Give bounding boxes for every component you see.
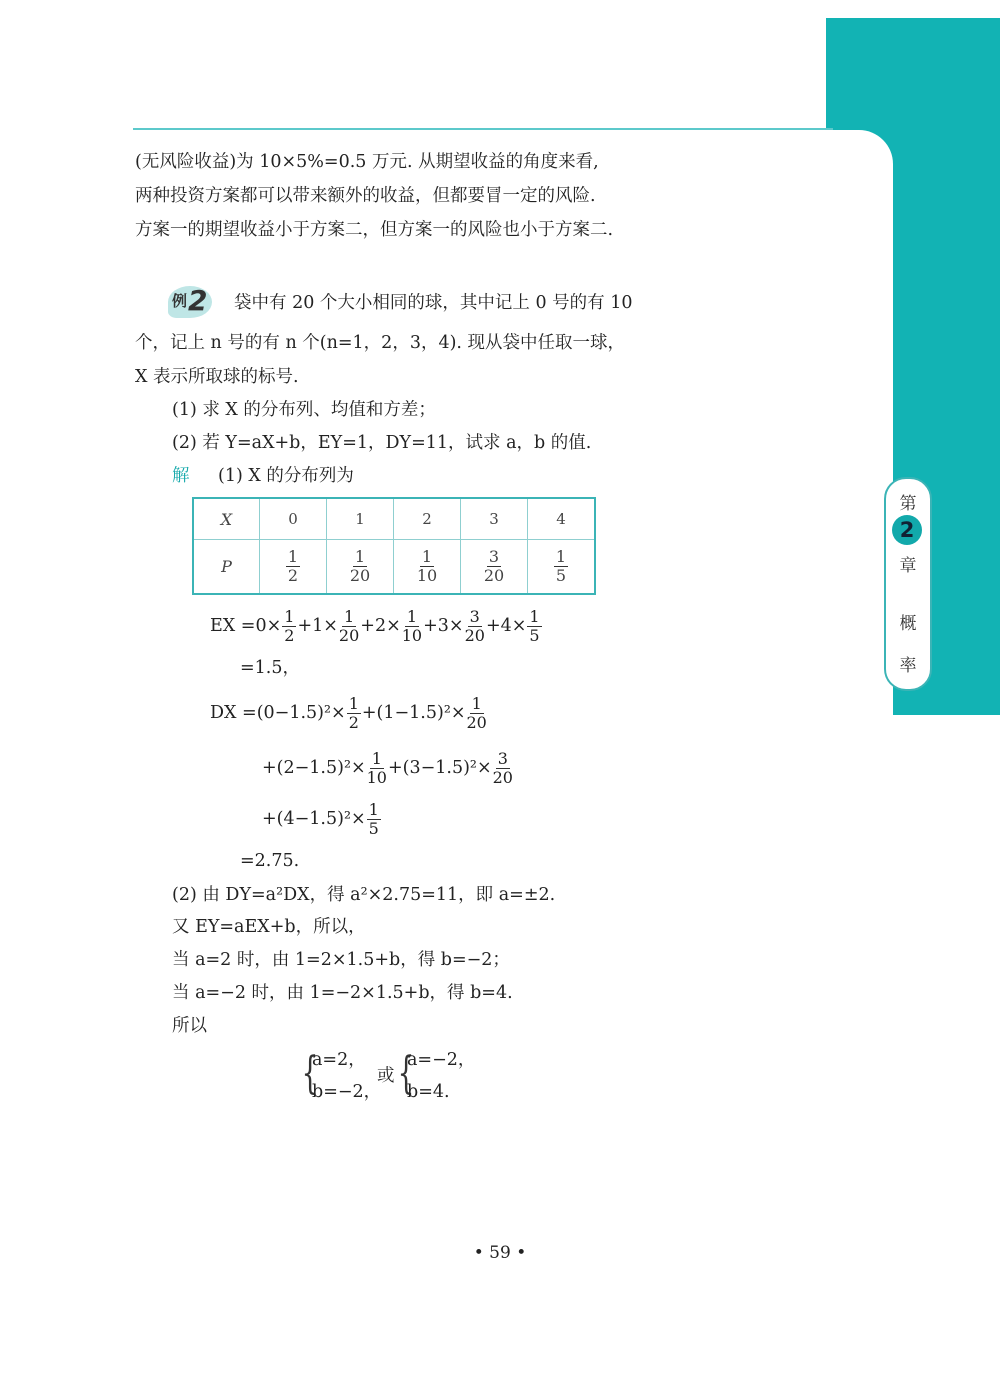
- row-header-x: X: [193, 498, 260, 540]
- chapter-title-char: 率: [899, 656, 917, 676]
- or-word: 或: [377, 1066, 395, 1086]
- chapter-title-char: 概: [899, 614, 917, 634]
- denominator: 20: [492, 768, 513, 787]
- formula-text: =1.5，: [240, 658, 300, 678]
- denominator: 20: [483, 566, 505, 585]
- question-1: (1) 求 X 的分布列、均值和方差；: [172, 400, 436, 420]
- part2-line: 当 a=−2 时，由 1=−2×1.5+b，得 b=4.: [172, 983, 513, 1003]
- formula-text: DX =(0−1.5)²×: [210, 703, 346, 723]
- fraction: [402, 608, 422, 645]
- part2-line: 所以: [172, 1016, 207, 1036]
- denominator: 2: [284, 626, 295, 645]
- denominator: 20: [466, 713, 487, 732]
- x-value: 0: [260, 498, 327, 540]
- table-row-p: [193, 540, 595, 595]
- part2-line: 当 a=2 时，由 1=2×1.5+b，得 b=−2；: [172, 950, 510, 970]
- formula-text: +3×: [423, 616, 464, 636]
- formula-dx-result: [240, 850, 299, 872]
- fraction: [367, 750, 387, 787]
- denominator: 20: [464, 626, 485, 645]
- chapter-prefix: 第: [899, 494, 917, 514]
- formula-text: +4×: [485, 616, 527, 636]
- table-row-x: [193, 498, 595, 540]
- p-value: [327, 540, 394, 595]
- intro-line: 两种投资方案都可以带来额外的收益，但都要冒一定的风险.: [135, 186, 596, 206]
- numerator: 1: [284, 607, 295, 626]
- formula-text: +(3−1.5)²×: [387, 758, 492, 778]
- formula-text: +1×: [297, 616, 338, 636]
- example-badge: [168, 286, 216, 320]
- intro-line: 方案一的期望收益小于方案二，但方案一的风险也小于方案二.: [135, 220, 614, 240]
- system1-eq: b=−2，: [312, 1082, 382, 1102]
- formula-text: =2.75.: [240, 851, 300, 871]
- p-value: [528, 540, 596, 595]
- formula-text: +(2−1.5)²×: [262, 758, 366, 778]
- fraction: [350, 548, 370, 585]
- numerator: 1: [368, 800, 379, 819]
- formula-ex: [210, 604, 543, 648]
- formula-text: EX =0×: [210, 616, 282, 636]
- p-value: [260, 540, 327, 595]
- fraction: [467, 695, 487, 732]
- fraction: [493, 750, 513, 787]
- p-value: [394, 540, 461, 595]
- solution-intro: (1) X 的分布列为: [218, 466, 354, 486]
- numerator: 1: [371, 749, 382, 768]
- fraction: [554, 548, 568, 585]
- denominator: 20: [349, 566, 371, 585]
- example-text: 个，记上 n 号的有 n 个(n=1，2，3，4). 现从袋中任取一球，: [135, 333, 626, 353]
- example-badge-number: 2: [188, 284, 208, 317]
- fraction: [339, 608, 359, 645]
- fraction: [347, 695, 361, 732]
- denominator: 10: [416, 566, 438, 585]
- page-number: • 59 •: [473, 1243, 527, 1263]
- solution-label: 解: [172, 466, 190, 486]
- fraction: [484, 548, 504, 585]
- example-text: 袋中有 20 个大小相同的球，其中记上 0 号的有 10: [234, 293, 633, 313]
- part2-line: (2) 由 DY=a²DX，得 a²×2.75=11，即 a=±2.: [172, 885, 556, 905]
- system2-eq: a=−2，: [407, 1050, 476, 1070]
- example-text: X 表示所取球的标号.: [135, 367, 299, 387]
- numerator: 1: [348, 694, 359, 713]
- formula-text: +2×: [360, 616, 401, 636]
- numerator: 1: [406, 607, 418, 626]
- numerator: 1: [421, 547, 433, 566]
- numerator: 1: [529, 607, 540, 626]
- formula-text: +(1−1.5)²×: [361, 703, 466, 723]
- numerator: 1: [287, 547, 299, 566]
- denominator: 2: [287, 566, 299, 585]
- numerator: 3: [488, 547, 500, 566]
- example-badge-label: 例: [172, 292, 188, 310]
- row-header-p: P: [193, 540, 260, 595]
- chapter-tab: [884, 477, 932, 691]
- fraction: [417, 548, 437, 585]
- numerator: 3: [469, 607, 480, 626]
- numerator: 1: [471, 694, 482, 713]
- question-2: (2) 若 Y=aX+b，EY=1，DY=11，试求 a，b 的值.: [172, 433, 592, 453]
- denominator: 20: [338, 626, 360, 645]
- numerator: 1: [354, 547, 366, 566]
- numerator: 3: [497, 749, 508, 768]
- formula-ex-result: [240, 657, 300, 679]
- fraction: [367, 801, 381, 838]
- denominator: 2: [348, 713, 359, 732]
- fraction: [527, 608, 541, 645]
- numerator: 1: [344, 607, 355, 626]
- fraction: [286, 548, 300, 585]
- part2-line: 又 EY=aEX+b，所以，: [172, 917, 366, 937]
- distribution-table: [192, 497, 596, 595]
- left-brace: {: [397, 1048, 415, 1099]
- formula-text: +(4−1.5)²×: [262, 809, 366, 829]
- chapter-suffix: 章: [899, 556, 917, 576]
- formula-dx-cont: [262, 746, 514, 790]
- intro-line: (无风险收益)为 10×5%=0.5 万元. 从期望收益的角度来看,: [135, 152, 599, 172]
- system1-eq: a=2，: [312, 1050, 366, 1070]
- formula-dx: [210, 691, 488, 735]
- denominator: 10: [366, 768, 387, 787]
- denominator: 5: [529, 626, 540, 645]
- x-value: 2: [394, 498, 461, 540]
- system2-eq: b=4.: [407, 1082, 450, 1102]
- x-value: 4: [528, 498, 596, 540]
- denominator: 5: [368, 819, 379, 838]
- denominator: 5: [555, 566, 567, 585]
- x-value: 3: [461, 498, 528, 540]
- formula-dx-cont: [262, 797, 382, 841]
- x-value: 1: [327, 498, 394, 540]
- fraction: [282, 608, 296, 645]
- left-brace: {: [301, 1048, 319, 1099]
- chapter-number: 2: [892, 515, 922, 545]
- numerator: 1: [555, 547, 567, 566]
- p-value: [461, 540, 528, 595]
- fraction: [465, 608, 485, 645]
- denominator: 10: [401, 626, 423, 645]
